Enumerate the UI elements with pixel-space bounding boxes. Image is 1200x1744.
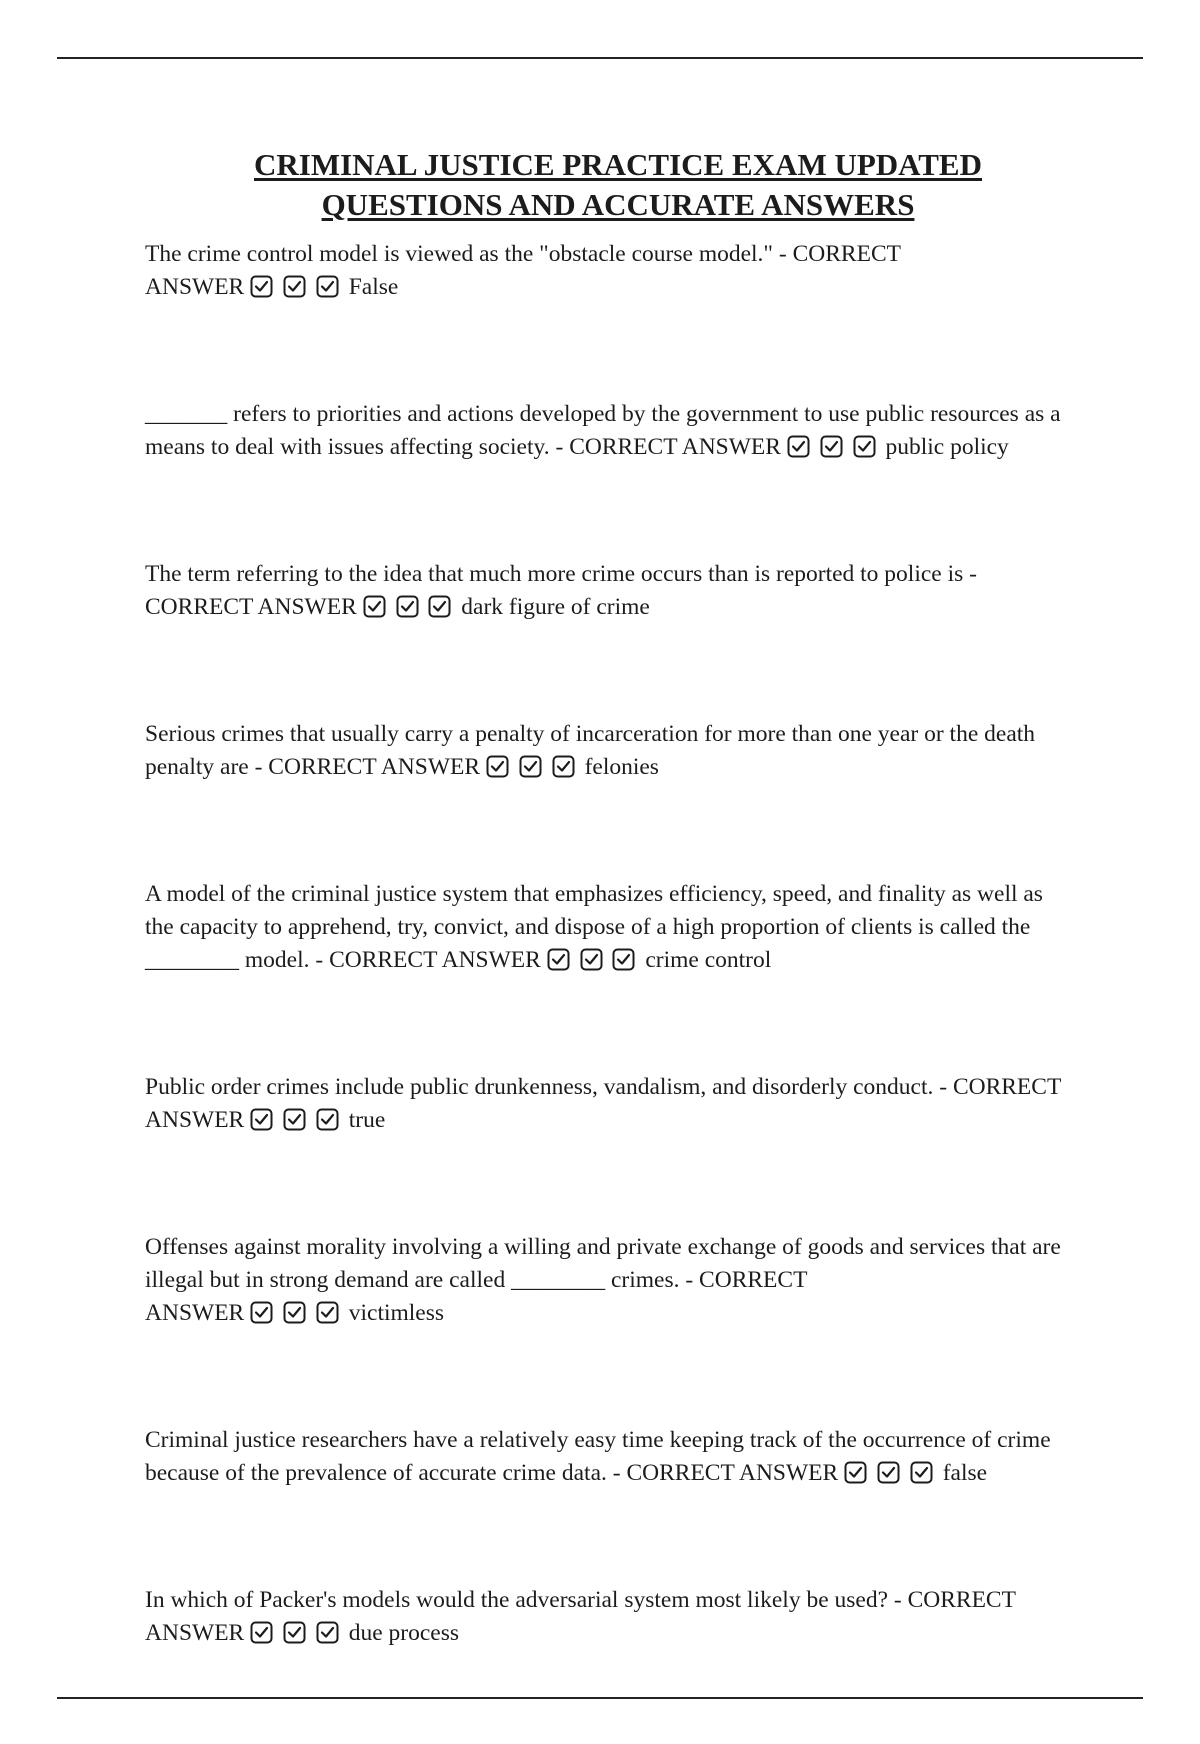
checkbox-checked-icon [250,1108,273,1131]
document-title [0,145,1200,225]
question-text-continued: illegal but in strong demand are called ________ crimes. - CORRECT [145,1267,808,1293]
checkbox-checked-icon [250,275,273,298]
answer-label: ANSWER [145,1300,245,1326]
qa-item [145,718,1095,784]
checkbox-checked-icon [283,1301,306,1324]
qa-item [145,398,1095,464]
checkbox-checked-icon [316,275,339,298]
checkbox-checked-icon [283,1108,306,1131]
qa-item [145,1424,1095,1490]
answer-checkmarks [357,594,462,620]
checkbox-checked-icon [283,1621,306,1644]
question-text: Serious crimes that usually carry a penalty of incarceration for more than one year or the death [145,721,1036,747]
checkbox-checked-icon [877,1461,900,1484]
answer-label: ________ model. - CORRECT ANSWER [145,947,541,973]
checkbox-checked-icon [612,948,635,971]
checkbox-checked-icon [316,1301,339,1324]
checkbox-checked-icon [250,1301,273,1324]
checkbox-checked-icon [316,1621,339,1644]
answer-text: crime control [645,947,772,973]
checkbox-checked-icon [396,595,419,618]
answer-text: dark figure of crime [461,594,650,620]
answer-text: False [348,274,399,300]
answer-checkmarks [244,1107,349,1133]
question-text: The crime control model is viewed as the "obstacle course model." - CORRECT [145,241,901,267]
checkbox-checked-icon [552,755,575,778]
checkbox-checked-icon [519,755,542,778]
answer-text: due process [348,1620,460,1646]
checkbox-checked-icon [853,435,876,458]
answer-checkmarks [244,1620,349,1646]
answer-label: CORRECT ANSWER [145,594,357,620]
answer-text: public policy [885,434,1009,460]
qa-item [145,1071,1095,1137]
answer-text: felonies [584,754,659,780]
question-text: A model of the criminal justice system that emphasizes efficiency, speed, and finality as well as [145,881,1043,907]
question-text: In which of Packer's models would the adversarial system most likely be used? - CORRECT [145,1587,1016,1613]
answer-label: ANSWER [145,1107,245,1133]
checkbox-checked-icon [580,948,603,971]
checkbox-checked-icon [363,595,386,618]
qa-item [145,558,1095,624]
bottom-rule [57,1697,1143,1699]
answer-label: ANSWER [145,274,245,300]
checkbox-checked-icon [486,755,509,778]
checkbox-checked-icon [547,948,570,971]
answer-checkmarks [244,274,349,300]
checkbox-checked-icon [250,1621,273,1644]
answer-label: means to deal with issues affecting society. - CORRECT ANSWER [145,434,781,460]
question-text-continued: the capacity to apprehend, try, convict, and dispose of a high proportion of clients is called the [145,914,1031,940]
qa-item [145,1584,1095,1650]
qa-item [145,878,1095,977]
answer-text: false [942,1460,988,1486]
answer-checkmarks [244,1300,349,1326]
answer-text: true [348,1107,386,1133]
answer-checkmarks [541,947,646,973]
question-text: Public order crimes include public drunkenness, vandalism, and disorderly conduct. - CORRECT [145,1074,1062,1100]
question-text: Criminal justice researchers have a relatively easy time keeping track of the occurrence of crime [145,1427,1051,1453]
title-line-2: QUESTIONS AND ACCURATE ANSWERS [321,187,915,222]
checkbox-checked-icon [787,435,810,458]
checkbox-checked-icon [428,595,451,618]
qa-item [145,238,1095,304]
answer-label: ANSWER [145,1620,245,1646]
answer-text: victimless [348,1300,445,1326]
question-text: _______ refers to priorities and actions developed by the government to use public resources as a [145,401,1061,427]
answer-checkmarks [781,434,886,460]
title-line-1: CRIMINAL JUSTICE PRACTICE EXAM UPDATED [254,147,982,182]
checkbox-checked-icon [910,1461,933,1484]
qa-item [145,1231,1095,1330]
checkbox-checked-icon [844,1461,867,1484]
checkbox-checked-icon [316,1108,339,1131]
qa-list [145,238,1095,1744]
answer-checkmarks [838,1460,943,1486]
answer-label: because of the prevalence of accurate crime data. - CORRECT ANSWER [145,1460,839,1486]
question-text: The term referring to the idea that much more crime occurs than is reported to police is - [145,561,977,587]
checkbox-checked-icon [283,275,306,298]
question-text: Offenses against morality involving a willing and private exchange of goods and services that are [145,1234,1061,1260]
top-rule [57,57,1143,59]
answer-checkmarks [480,754,585,780]
checkbox-checked-icon [820,435,843,458]
answer-label: penalty are - CORRECT ANSWER [145,754,481,780]
